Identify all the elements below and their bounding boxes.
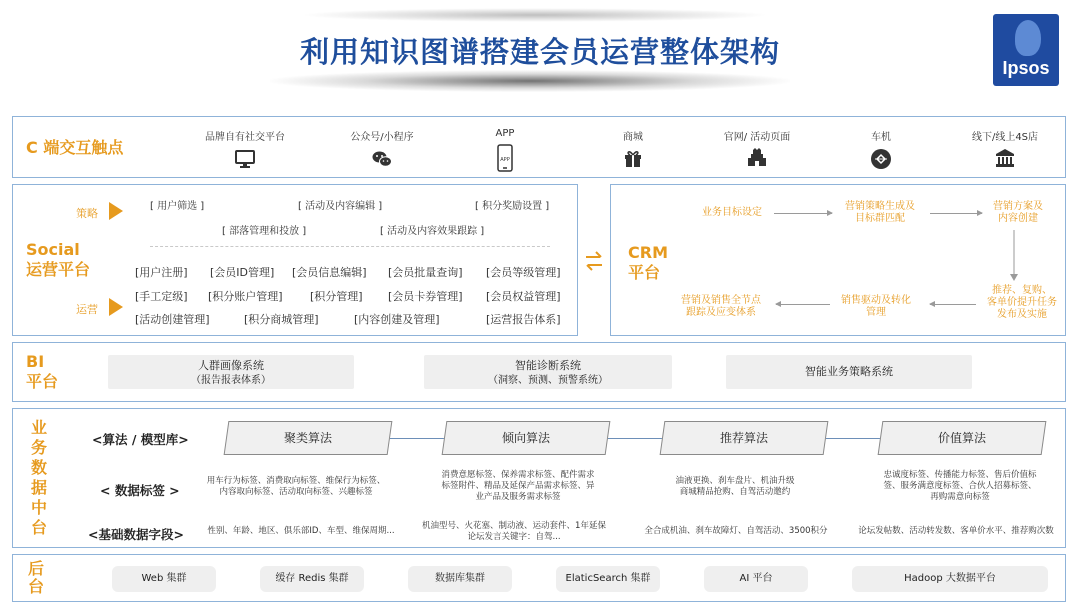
midplatform-label-char: 业	[30, 418, 47, 437]
castle-icon	[746, 146, 768, 168]
crm-node-line: 营销策略生成及	[845, 201, 915, 212]
ops-tag: [活动创建管理]	[135, 313, 210, 326]
tag-text	[196, 476, 396, 498]
tag-text	[650, 476, 820, 498]
crm-node-line: 内容创建	[998, 213, 1038, 224]
touchpoint-label: 公众号/小程序	[350, 132, 414, 143]
touchpoint-label: 商城	[623, 132, 643, 143]
crm-node-line: 营销及销售全节点	[681, 295, 761, 306]
backend-item: 缓存 Redis 集群	[260, 566, 364, 592]
strategy-tag: [ 活动及内容效果跟踪 ]	[380, 226, 485, 237]
touchpoint-label: 车机	[871, 132, 891, 143]
touchpoint-label: 线下/线上4S店	[971, 132, 1039, 143]
field-row-label: <基础数据字段>	[88, 527, 184, 542]
crm-arrow	[774, 213, 832, 214]
tag-text	[870, 470, 1050, 503]
backend-item: ElaticSearch 集群	[556, 566, 660, 592]
field-text	[198, 526, 404, 537]
field-text-line: 论坛发言关键字：自驾...	[467, 532, 561, 542]
field-text-line: 性别、年龄、地区、俱乐部ID、车型、维保周期...	[207, 526, 395, 536]
touchpoints-label: C 端交互触点	[26, 138, 124, 157]
field-text-line: 全合成机油、刹车故障灯、自驾活动、3500积分	[644, 526, 828, 536]
tag-text-line: 内容取向标签、活动取向标签、兴趣标签	[219, 487, 373, 497]
ops-tag: [用户注册]	[135, 266, 188, 279]
bi-label	[26, 352, 58, 392]
field-text	[416, 521, 612, 543]
algorithm-box	[224, 421, 393, 455]
algorithm-name: 聚类算法	[283, 431, 332, 445]
ops-tag: [会员等级管理]	[486, 266, 561, 279]
crm-node-line: 发布及实施	[997, 309, 1047, 320]
social-label	[26, 240, 90, 280]
crm-node: 业务目标设定	[702, 207, 762, 218]
algo-connector	[608, 438, 664, 439]
ops-tag: [会员卡券管理]	[388, 290, 463, 303]
midplatform-label-char: 台	[30, 518, 47, 537]
strategy-tag: [ 积分奖励设置 ]	[475, 201, 550, 212]
field-text-line: 论坛发帖数、活动转发数、客单价水平、推荐购次数	[858, 526, 1054, 536]
tag-text-line: 签、服务满意度标签、合伙人招募标签、	[883, 481, 1037, 491]
crm-arrow	[930, 213, 982, 214]
bi-label-line2: 平台	[26, 372, 59, 391]
svg-text:APP: APP	[500, 157, 510, 163]
algorithm-box	[878, 421, 1047, 455]
crm-node-line: 跟踪及应变体系	[686, 307, 756, 318]
crm-node-line: 推荐、复购、	[992, 285, 1052, 296]
tag-text-line: 标签附件、精品及延保产品需求标签、异	[441, 481, 595, 491]
crm-node	[832, 201, 928, 225]
ops-tag: [手工定级]	[135, 290, 188, 303]
backend-item: Web 集群	[112, 566, 216, 592]
page-title: 利用知识图谱搭建会员运营整体架构	[299, 35, 780, 69]
algorithm-box	[660, 421, 829, 455]
ops-tag: [会员ID管理]	[210, 266, 275, 279]
ops-tag: [内容创建及管理]	[354, 313, 440, 326]
bi-system-name: 智能业务策略系统	[805, 365, 893, 378]
ops-tag: [积分商城管理]	[244, 313, 319, 326]
algorithm-name: 倾向算法	[501, 431, 550, 445]
algo-connector	[826, 438, 882, 439]
midplatform-label-char: 中	[30, 498, 47, 517]
midplatform-label-char: 务	[30, 438, 47, 457]
field-text	[850, 526, 1062, 537]
tag-row-label: < 数据标签 >	[100, 483, 180, 498]
crm-node	[826, 295, 926, 319]
social-label-line1: Social	[26, 240, 80, 259]
social-divider	[150, 246, 550, 247]
field-text-line: 机油型号、火花塞、制动液、运动套件、1年延保	[422, 521, 606, 531]
strategy-arrow	[109, 202, 123, 220]
social-label-line2: 运营平台	[26, 260, 91, 279]
bi-system-box	[424, 355, 672, 389]
crm-label	[628, 243, 668, 283]
crm-node-line: 管理	[866, 307, 886, 318]
wechat-icon	[371, 148, 393, 170]
ops-tag: [会员权益管理]	[486, 290, 561, 303]
title-shadow	[270, 70, 790, 92]
title-top-shadow	[300, 8, 770, 22]
touchpoint-label: APP	[495, 128, 515, 139]
bi-system-sub: （报告报表体系）	[191, 375, 271, 386]
touchpoint-label: 品牌自有社交平台	[205, 132, 285, 143]
algorithm-name: 价值算法	[937, 431, 986, 445]
crm-node	[976, 285, 1068, 321]
ops-tag: [运营报告体系]	[486, 313, 561, 326]
backend-label-char: 后	[28, 559, 45, 578]
crm-arrow	[930, 304, 976, 305]
bi-system-box	[726, 355, 972, 389]
ipsos-logo	[993, 14, 1059, 86]
strategy-label: 策略	[76, 207, 98, 220]
bi-system-name: 人群画像系统	[198, 359, 264, 372]
ops-tag: [会员批量查询]	[388, 266, 463, 279]
backend-label	[28, 560, 44, 596]
crm-arrow-down	[1009, 230, 1019, 282]
crm-label-line2: 平台	[628, 263, 661, 282]
ops-arrow	[109, 298, 123, 316]
midplatform-label-char: 数	[30, 458, 47, 477]
logo-text: Ipsos	[1002, 58, 1050, 78]
tag-text-line: 再购需意向标签	[930, 492, 990, 502]
backend-label-char: 台	[28, 577, 45, 596]
backend-item: 数据库集群	[408, 566, 512, 592]
crm-node-line: 目标群匹配	[855, 213, 905, 224]
crm-node	[668, 295, 774, 319]
logo-head-shape	[1015, 20, 1041, 56]
strategy-tag: [ 用户筛选 ]	[150, 201, 205, 212]
bi-label-line1: BI	[26, 352, 45, 371]
backend-item: AI 平台	[704, 566, 808, 592]
sync-arrows-icon	[582, 248, 606, 274]
tag-text-line: 忠诚度标签、传播能力标签、售后价值标	[883, 470, 1037, 480]
touchpoints-panel	[12, 116, 1066, 178]
ops-tag: [积分账户管理]	[208, 290, 283, 303]
tag-text-line: 消费意愿标签、保养需求标签、配件需求	[441, 470, 595, 480]
touchpoint-label: 官网/ 活动页面	[723, 132, 791, 143]
bi-system-sub: （洞察、预测、预警系统）	[488, 375, 608, 386]
tag-text-line: 商城精品抢购、自驾活动邀约	[679, 487, 791, 497]
ops-tag: [会员信息编辑]	[292, 266, 367, 279]
phone-app-icon	[494, 144, 516, 172]
ops-tag: [积分管理]	[310, 290, 363, 303]
bi-system-name: 智能诊断系统	[515, 359, 581, 372]
midplatform-label-char: 据	[30, 478, 47, 497]
crm-node-line: 营销方案及	[993, 201, 1043, 212]
strategy-tag: [ 部落管理和投放 ]	[222, 226, 307, 237]
car-link-icon	[870, 148, 892, 170]
midplatform-label	[28, 418, 50, 538]
algorithm-name: 推荐算法	[719, 431, 768, 445]
crm-node-line: 客单价提升任务	[987, 297, 1057, 308]
backend-item: Hadoop 大数据平台	[852, 566, 1048, 592]
crm-node	[976, 201, 1060, 225]
crm-label-line1: CRM	[628, 243, 668, 262]
crm-node-line: 销售驱动及转化	[841, 295, 911, 306]
ops-label: 运营	[76, 303, 98, 316]
tag-text-line: 业产品及服务需求标签	[475, 492, 561, 502]
crm-arrow	[776, 304, 830, 305]
algorithm-row-label: <算法 / 模型库>	[92, 432, 189, 447]
bi-system-box	[108, 355, 354, 389]
field-text	[636, 526, 836, 537]
monitor-icon	[234, 148, 256, 170]
tag-text-line: 用车行为标签、消费取向标签、维保行为标签、	[206, 476, 386, 486]
tag-text-line: 油液更换、刹车盘片、机油升级	[675, 476, 795, 486]
algo-connector	[390, 438, 446, 439]
strategy-tag: [ 活动及内容编辑 ]	[298, 201, 383, 212]
tag-text	[428, 470, 608, 503]
algorithm-box	[442, 421, 611, 455]
bank-building-icon	[994, 147, 1016, 169]
gift-icon	[622, 147, 644, 169]
